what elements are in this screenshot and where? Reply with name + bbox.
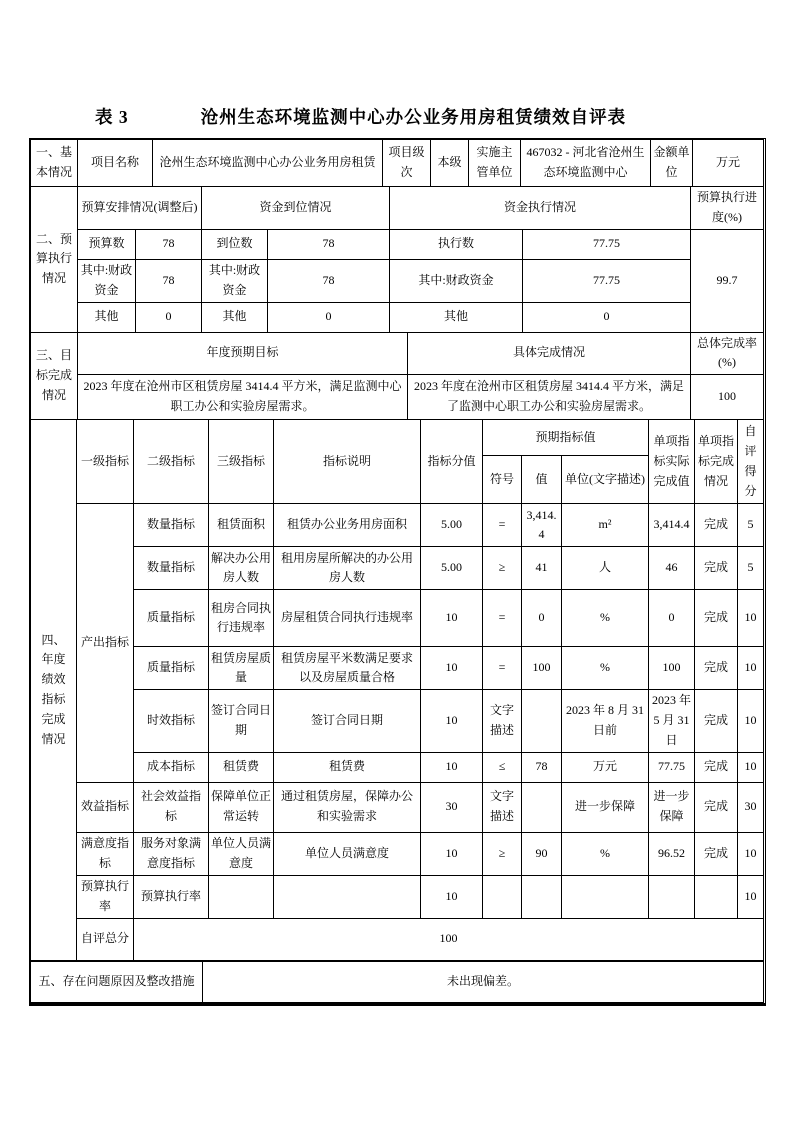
cell-level1-satisfaction: 满意度指标	[77, 832, 134, 875]
budget-row-total	[31, 229, 764, 259]
indicator-row-5	[31, 690, 764, 752]
cell-score: 10	[421, 832, 483, 875]
arranged-fiscal-label: 其中:财政资金	[78, 259, 136, 302]
indicator-row-3	[31, 590, 764, 647]
issues-content: 未出现偏差。	[203, 961, 764, 1003]
received-other-label: 其他	[202, 302, 268, 332]
project-name-value: 沧州生态环境监测中心办公业务用房租赁	[153, 140, 383, 187]
cell-self-score: 10	[738, 590, 764, 647]
cell-score: 10	[421, 752, 483, 782]
cell-status: 完成	[695, 590, 738, 647]
cell-score: 10	[421, 590, 483, 647]
budget-arranged-header: 预算安排情况(调整后)	[78, 187, 202, 230]
cell-actual: 77.75	[649, 752, 695, 782]
cell-self-score: 10	[738, 690, 764, 752]
cell-level2: 数量指标	[134, 504, 209, 547]
budget-row-fiscal	[31, 259, 764, 302]
cell-status: 完成	[695, 752, 738, 782]
cell-symbol: =	[483, 504, 522, 547]
cell-status: 完成	[695, 547, 738, 590]
col-header-score: 指标分值	[421, 420, 483, 504]
evaluation-table	[29, 138, 766, 1006]
cell-value: 0	[522, 590, 562, 647]
cell-value	[522, 875, 562, 918]
cell-actual: 0	[649, 590, 695, 647]
goal-expected-text: 2023 年度在沧州市区租赁房屋 3414.4 平方米，满足监测中心职工办公和实验房屋需求。	[78, 375, 408, 420]
col-header-level3: 三级指标	[209, 420, 274, 504]
goal-expected-header: 年度预期目标	[78, 332, 408, 375]
cell-description: 单位人员满意度	[274, 832, 421, 875]
cell-status: 完成	[695, 647, 738, 690]
cell-value: 3,414.4	[522, 504, 562, 547]
received-fiscal-label: 其中:财政资金	[202, 259, 268, 302]
col-header-self-score: 自评得分	[738, 420, 764, 504]
cell-symbol: 文字描述	[483, 690, 522, 752]
cell-level3: 保障单位正常运转	[209, 782, 274, 832]
indicator-table	[30, 419, 764, 961]
cell-level3: 租赁费	[209, 752, 274, 782]
total-score-label: 自评总分	[77, 918, 134, 960]
indicator-row-6	[31, 752, 764, 782]
cell-unit	[562, 875, 649, 918]
cell-symbol: =	[483, 647, 522, 690]
executed-fiscal-value: 77.75	[523, 259, 691, 302]
col-header-level2: 二级指标	[134, 420, 209, 504]
col-header-status: 单项指标完成情况	[695, 420, 738, 504]
section-label-indicators: 四、年度绩效指标完成情况	[31, 420, 77, 961]
arranged-other-value: 0	[136, 302, 202, 332]
cell-self-score: 10	[738, 875, 764, 918]
cell-self-score: 5	[738, 504, 764, 547]
cell-status	[695, 875, 738, 918]
cell-value: 90	[522, 832, 562, 875]
cell-level2: 质量指标	[134, 647, 209, 690]
cell-unit: %	[562, 590, 649, 647]
cell-level1-output: 产出指标	[77, 504, 134, 782]
goal-header-row	[31, 332, 764, 375]
table-number: 表 3	[95, 107, 129, 127]
goal-table	[30, 332, 764, 421]
section-label-budget: 二、预算执行情况	[31, 187, 78, 333]
cell-level3: 签订合同日期	[209, 690, 274, 752]
budget-received-header: 资金到位情况	[202, 187, 390, 230]
issues-row	[31, 961, 764, 1003]
indicator-row-9	[31, 875, 764, 918]
amount-unit-label: 金额单位	[651, 140, 693, 187]
cell-description: 房屋租赁合同执行违规率	[274, 590, 421, 647]
implementing-unit-value: 467032 - 河北省沧州生态环境监测中心	[521, 140, 651, 187]
section-label-goal: 三、目标完成情况	[31, 332, 78, 420]
project-level-label: 项目级次	[383, 140, 431, 187]
received-fiscal-value: 78	[268, 259, 390, 302]
cell-description: 租赁费	[274, 752, 421, 782]
cell-symbol	[483, 875, 522, 918]
cell-level2: 质量指标	[134, 590, 209, 647]
col-header-level1: 一级指标	[77, 420, 134, 504]
cell-description: 租赁办公业务用房面积	[274, 504, 421, 547]
cell-symbol: =	[483, 590, 522, 647]
goal-actual-header: 具体完成情况	[408, 332, 691, 375]
cell-self-score: 10	[738, 832, 764, 875]
arranged-other-label: 其他	[78, 302, 136, 332]
cell-value: 41	[522, 547, 562, 590]
col-header-unit: 单位(文字描述)	[562, 455, 649, 504]
cell-unit: m²	[562, 504, 649, 547]
executed-other-value: 0	[523, 302, 691, 332]
cell-actual: 96.52	[649, 832, 695, 875]
cell-description: 签订合同日期	[274, 690, 421, 752]
cell-status: 完成	[695, 832, 738, 875]
cell-level3: 解决办公用房人数	[209, 547, 274, 590]
col-header-description: 指标说明	[274, 420, 421, 504]
cell-actual: 进一步保障	[649, 782, 695, 832]
cell-unit: %	[562, 647, 649, 690]
section-label-issues: 五、存在问题原因及整改措施	[31, 961, 203, 1003]
cell-score: 10	[421, 690, 483, 752]
cell-description: 租赁房屋平米数满足要求以及房屋质量合格	[274, 647, 421, 690]
cell-self-score: 5	[738, 547, 764, 590]
cell-level2: 时效指标	[134, 690, 209, 752]
budget-progress-value: 99.7	[691, 229, 764, 332]
cell-score: 10	[421, 647, 483, 690]
cell-unit: 进一步保障	[562, 782, 649, 832]
cell-unit: 万元	[562, 752, 649, 782]
total-score-value: 100	[134, 918, 764, 960]
budget-progress-header: 预算执行进度(%)	[691, 187, 764, 230]
cell-description: 租用房屋所解决的办公用房人数	[274, 547, 421, 590]
cell-unit: 2023 年 8 月 31 日前	[562, 690, 649, 752]
col-header-actual: 单项指标实际完成值	[649, 420, 695, 504]
indicator-row-8	[31, 832, 764, 875]
cell-self-score: 10	[738, 752, 764, 782]
received-total-value: 78	[268, 229, 390, 259]
cell-symbol: 文字描述	[483, 782, 522, 832]
cell-actual: 46	[649, 547, 695, 590]
page-title: 沧州生态环境监测中心办公业务用房租赁绩效自评表	[200, 107, 627, 127]
received-total-label: 到位数	[202, 229, 268, 259]
section-label-basic: 一、基本情况	[31, 140, 78, 187]
amount-unit-value: 万元	[693, 140, 764, 187]
cell-description	[274, 875, 421, 918]
executed-total-label: 执行数	[390, 229, 523, 259]
cell-description: 通过租赁房屋，保障办公和实验需求	[274, 782, 421, 832]
arranged-total-label: 预算数	[78, 229, 136, 259]
arranged-fiscal-value: 78	[136, 259, 202, 302]
goal-rate-value: 100	[691, 375, 764, 420]
basic-info-row	[31, 140, 764, 187]
indicator-row-2	[31, 547, 764, 590]
cell-value	[522, 782, 562, 832]
cell-level3: 租房合同执行违规率	[209, 590, 274, 647]
executed-fiscal-label: 其中:财政资金	[390, 259, 523, 302]
indicator-total-row	[31, 918, 764, 960]
col-header-expected-group: 预期指标值	[483, 420, 649, 455]
indicator-row-7	[31, 782, 764, 832]
goal-rate-header: 总体完成率(%)	[691, 332, 764, 375]
cell-value: 100	[522, 647, 562, 690]
budget-row-other	[31, 302, 764, 332]
implementing-unit-label: 实施主管单位	[469, 140, 521, 187]
received-other-value: 0	[268, 302, 390, 332]
cell-level2: 服务对象满意度指标	[134, 832, 209, 875]
budget-header-row	[31, 187, 764, 230]
cell-level2: 成本指标	[134, 752, 209, 782]
cell-level2: 社会效益指标	[134, 782, 209, 832]
cell-self-score: 10	[738, 647, 764, 690]
cell-self-score: 30	[738, 782, 764, 832]
cell-level2: 预算执行率	[134, 875, 209, 918]
cell-level3: 租赁房屋质量	[209, 647, 274, 690]
indicator-row-1	[31, 504, 764, 547]
project-level-value: 本级	[431, 140, 469, 187]
cell-level3: 租赁面积	[209, 504, 274, 547]
cell-value: 78	[522, 752, 562, 782]
cell-level1-benefit: 效益指标	[77, 782, 134, 832]
cell-actual: 100	[649, 647, 695, 690]
cell-actual: 2023 年 5 月 31 日	[649, 690, 695, 752]
indicator-row-4	[31, 647, 764, 690]
cell-status: 完成	[695, 690, 738, 752]
col-header-symbol: 符号	[483, 455, 522, 504]
goal-content-row	[31, 375, 764, 420]
cell-unit: %	[562, 832, 649, 875]
cell-score: 10	[421, 875, 483, 918]
cell-unit: 人	[562, 547, 649, 590]
cell-symbol: ≥	[483, 832, 522, 875]
indicator-header-row-1	[31, 420, 764, 455]
goal-actual-text: 2023 年度在沧州市区租赁房屋 3414.4 平方米，满足了监测中心职工办公和实验房屋需求。	[408, 375, 691, 420]
cell-score: 30	[421, 782, 483, 832]
cell-level3: 单位人员满意度	[209, 832, 274, 875]
budget-table	[30, 186, 764, 333]
project-name-label: 项目名称	[78, 140, 153, 187]
cell-level3	[209, 875, 274, 918]
cell-score: 5.00	[421, 547, 483, 590]
cell-actual	[649, 875, 695, 918]
cell-symbol: ≥	[483, 547, 522, 590]
basic-info-table	[30, 139, 764, 187]
col-header-value: 值	[522, 455, 562, 504]
executed-other-label: 其他	[390, 302, 523, 332]
arranged-total-value: 78	[136, 229, 202, 259]
cell-score: 5.00	[421, 504, 483, 547]
budget-executed-header: 资金执行情况	[390, 187, 691, 230]
cell-status: 完成	[695, 782, 738, 832]
executed-total-value: 77.75	[523, 229, 691, 259]
cell-level2: 数量指标	[134, 547, 209, 590]
cell-symbol: ≤	[483, 752, 522, 782]
document-title	[30, 104, 763, 129]
issues-table	[30, 960, 764, 1003]
cell-value	[522, 690, 562, 752]
cell-level1-budget-rate: 预算执行率	[77, 875, 134, 918]
cell-status: 完成	[695, 504, 738, 547]
cell-actual: 3,414.4	[649, 504, 695, 547]
